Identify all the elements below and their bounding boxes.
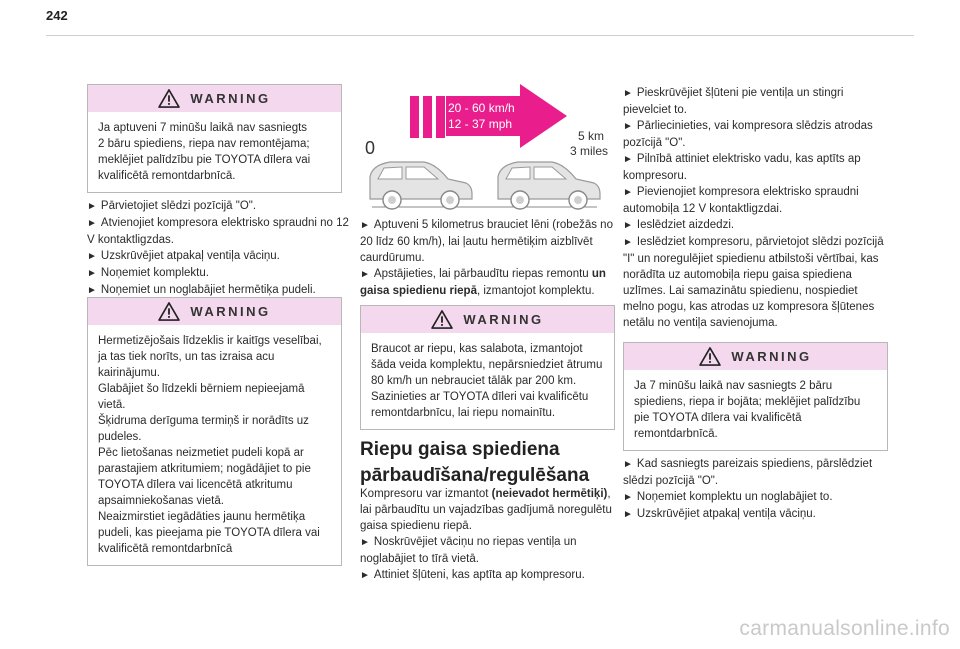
- list-item: ► Noņemiet komplektu un noglabājiet to.: [623, 491, 833, 503]
- warning-line: meklējiet palīdzību pie TOYOTA dīlera vai: [98, 154, 311, 166]
- warning-line: Ja aptuveni 7 minūšu laikā nav sasniegts: [98, 122, 308, 134]
- arrow-bullet-icon: ►: [623, 509, 633, 520]
- warning-line: remontdarbnīcā.: [634, 428, 718, 440]
- warning-line: 80 km/h un nebrauciet tālāk par 200 km.: [371, 375, 577, 387]
- warning-header: [361, 306, 614, 333]
- list-item: ► Ieslēdziet aizdedzi.: [623, 219, 735, 231]
- list-item: ► Uzskrūvējiet atpakaļ ventiļa vāciņu.: [623, 508, 816, 520]
- distance-label-km: 5 km: [578, 129, 605, 143]
- car-icon: [370, 162, 472, 209]
- warning-header: [624, 343, 887, 370]
- list-item: ► Atvienojiet kompresora elektrisko spraudni no 12 V kontaktligzdas.: [87, 217, 349, 246]
- arrow-bullet-icon: ►: [360, 570, 370, 581]
- drive-instructions: [360, 217, 618, 299]
- watermark: carmanualsonline.info: [739, 617, 950, 640]
- speed-label-mph: 12 - 37 mph: [448, 117, 513, 131]
- speed-stripe: [423, 96, 432, 138]
- warning-header: [88, 298, 341, 325]
- warning-title: WARNING: [190, 91, 271, 106]
- page-number: 242: [46, 8, 68, 23]
- warning-header: [88, 85, 341, 112]
- arrow-bullet-icon: ►: [623, 187, 633, 198]
- arrow-bullet-icon: ►: [623, 220, 633, 231]
- warning-body: [88, 112, 341, 192]
- warning-line: kairinājumu.: [98, 367, 160, 379]
- intro-paragraph: Kompresoru var izmantot (neievadot hermētiķi), lai pārbaudītu un vajadzības gadījumā noregulētu gaisa spiedienu riepā.: [360, 488, 612, 532]
- warning-triangle-icon: [158, 89, 180, 108]
- speed-illustration: [362, 82, 617, 222]
- list-item: ► Ieslēdziet kompresoru, pārvietojot slēdzi pozīcijā "I" un noregulējiet spiedienu atbilstoši vērtībai, kas norādīta uz automobiļa riepu gaisa spiediena uzlīmes. Lai samazinātu spiedienu, nospiediet melno pogu, kas atrodas uz kompresora šļūtenes netālu no ventiļa savienojuma.: [623, 236, 884, 329]
- warning-line: Neaizmirstiet iegādāties jaunu hermētiķa: [98, 511, 306, 523]
- warning-title: WARNING: [731, 349, 812, 364]
- section-title: Riepu gaisa spiediena pārbaudīšana/regulēšana: [360, 439, 590, 486]
- arrow-bullet-icon: ►: [87, 268, 97, 279]
- warning-line: Glabājiet šo līdzekli bērniem nepieejamā: [98, 383, 305, 395]
- warning-line: 2 bāru spiediens, riepa nav remontējama;: [98, 138, 310, 150]
- arrow-bullet-icon: ►: [623, 492, 633, 503]
- list-item: ► Noskrūvējiet vāciņu no riepas ventiļa un noglabājiet to tīrā vietā.: [360, 536, 577, 565]
- warning-box-4: [623, 342, 888, 451]
- arrow-bullet-icon: ►: [87, 251, 97, 262]
- warning-line: Braucot ar riepu, kas salabota, izmantojot: [371, 343, 583, 355]
- list-item: ► Pārliecinieties, vai kompresora slēdzis atrodas pozīcijā "O".: [623, 120, 873, 149]
- arrow-bullet-icon: ►: [360, 537, 370, 548]
- warning-box-3: [360, 305, 615, 430]
- arrow-bullet-icon: ►: [87, 285, 97, 296]
- arrow-bullet-icon: ►: [623, 88, 633, 99]
- speed-label-kmh: 20 - 60 km/h: [448, 101, 515, 115]
- warning-line: kvalificētā remontdarbnīcā: [98, 543, 233, 555]
- list-item: ► Noņemiet komplektu.: [87, 267, 209, 279]
- warning-body: [88, 325, 341, 565]
- warning-line: Pēc lietošanas neizmetiet pudeli kopā ar: [98, 447, 304, 459]
- arrow-bullet-icon: ►: [623, 459, 633, 470]
- top-rule: [46, 35, 914, 36]
- arrow-bullet-icon: ►: [360, 269, 370, 280]
- start-label: 0: [365, 138, 376, 158]
- list-item: ► Attiniet šļūteni, kas aptīta ap kompresoru.: [360, 569, 585, 581]
- warning-line: pudeli, kas pieejama pie TOYOTA dīlera vai: [98, 527, 320, 539]
- warning-line: spiediens, riepa ir bojāta; meklējiet palīdzību: [634, 396, 861, 408]
- speed-stripe: [436, 96, 445, 138]
- warning-line: ja tas tiek norīts, un tas izraisa acu: [98, 351, 275, 363]
- warning-box-1: [87, 84, 342, 193]
- pressure-intro: [360, 486, 618, 584]
- warning-triangle-icon: [158, 302, 180, 321]
- warning-body: [361, 333, 614, 429]
- warning-line: kvalificētā remontdarbnīcā.: [98, 170, 236, 182]
- warning-line: TOYOTA dīlera vai licencētā atkritumu: [98, 479, 293, 491]
- steps-list-1: [87, 198, 349, 299]
- warning-line: Šķidruma derīguma termiņš ir norādīts uz: [98, 415, 309, 427]
- warning-line: apsaimniekošanas vietā.: [98, 495, 224, 507]
- warning-line: Sazinieties ar TOYOTA dīleri vai kvalificētu: [371, 391, 589, 403]
- list-item: ► Uzskrūvējiet atpakaļ ventiļa vāciņu.: [87, 250, 280, 262]
- warning-line: Hermetizējošais līdzeklis ir kaitīgs veselībai,: [98, 335, 322, 347]
- warning-triangle-icon: [431, 310, 453, 329]
- list-item: ► Apstājieties, lai pārbaudītu riepas remontu un gaisa spiedienu riepā, izmantojot komplektu.: [360, 268, 606, 297]
- arrow-bullet-icon: ►: [623, 154, 633, 165]
- warning-line: vietā.: [98, 399, 126, 411]
- arrow-bullet-icon: ►: [87, 201, 97, 212]
- distance-label-miles: 3 miles: [570, 144, 609, 158]
- list-item: ► Noņemiet un noglabājiet hermētiķa pudeli.: [87, 284, 316, 296]
- speed-arrow: [446, 84, 567, 148]
- arrow-bullet-icon: ►: [87, 218, 97, 229]
- steps-list-3: [623, 85, 888, 331]
- list-item: ► Pieskrūvējiet šļūteni pie ventiļa un stingri pievelciet to.: [623, 87, 844, 116]
- arrow-bullet-icon: ►: [360, 220, 370, 231]
- list-item: ► Pilnībā attiniet elektrisko vadu, kas aptīts ap kompresoru.: [623, 153, 861, 182]
- arrow-bullet-icon: ►: [623, 237, 633, 248]
- list-item: ► Aptuveni 5 kilometrus brauciet lēni (robežās no 20 līdz 60 km/h), lai ļautu hermētiķim aizblīvēt caurdūrumu.: [360, 219, 613, 264]
- list-item: ► Pievienojiet kompresora elektrisko spraudni automobiļa 12 V kontaktligzdai.: [623, 186, 859, 215]
- warning-body: [624, 370, 887, 450]
- speed-stripe: [410, 96, 419, 138]
- steps-list-4: [623, 456, 888, 523]
- warning-title: WARNING: [190, 304, 271, 319]
- warning-line: pudeles.: [98, 431, 142, 443]
- warning-box-2: [87, 297, 342, 566]
- arrow-bullet-icon: ►: [623, 121, 633, 132]
- list-item: ► Pārvietojiet slēdzi pozīcijā "O".: [87, 200, 257, 212]
- car-icon: [498, 162, 600, 209]
- warning-title: WARNING: [463, 312, 544, 327]
- warning-line: remontdarbnīcu, lai riepu nomainītu.: [371, 407, 556, 419]
- warning-line: šāda veida komplektu, nepārsniedziet ātrumu: [371, 359, 603, 371]
- warning-line: parastajiem atkritumiem; nogādājiet to pie: [98, 463, 311, 475]
- warning-line: pie TOYOTA dīlera vai kvalificētā: [634, 412, 802, 424]
- list-item: ► Kad sasniegts pareizais spiediens, pārslēdziet slēdzi pozīcijā "O".: [623, 458, 873, 487]
- warning-line: Ja 7 minūšu laikā nav sasniegts 2 bāru: [634, 380, 833, 392]
- warning-triangle-icon: [699, 347, 721, 366]
